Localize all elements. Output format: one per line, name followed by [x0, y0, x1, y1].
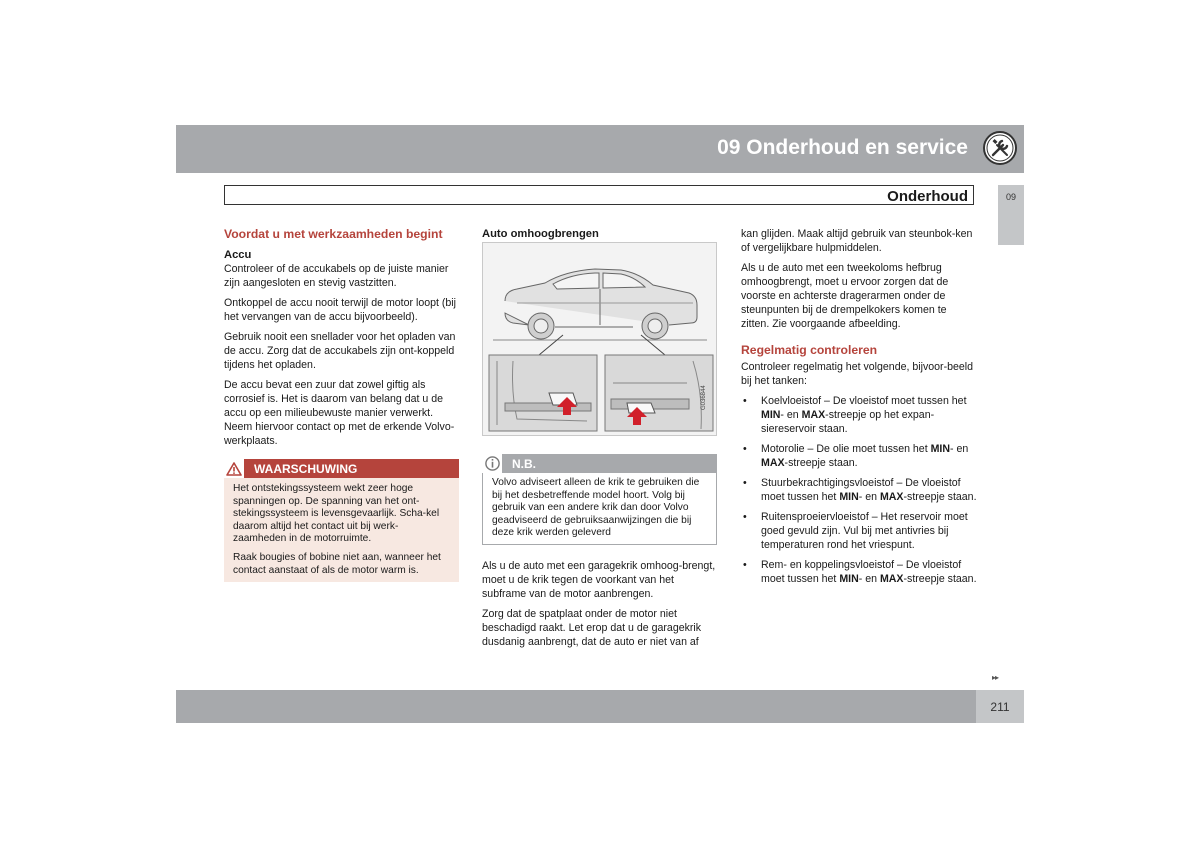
list-item: • Ruitensproeiervloeistof – Het reservoir moet goed gevuld zijn. Vul bij met antivries bij temperaturen rond het vriespunt. — [743, 511, 968, 551]
warning-box — [224, 459, 459, 582]
car-side-view — [493, 269, 707, 340]
note-label: N.B. — [512, 456, 536, 471]
section-header-box — [224, 185, 974, 205]
warning-body — [224, 478, 459, 582]
subheading-raise-car: Auto omhoogbrengen — [482, 228, 599, 240]
paragraph: Als u de auto met een garagekrik omhoog-brengt, moet u de krik tegen de voorkant van het subframe van de motor aanbrengen. — [482, 560, 716, 600]
bullet: • — [743, 477, 747, 489]
warning-triangle-icon — [224, 459, 244, 478]
warning-label: WAARSCHUWING — [254, 461, 358, 476]
warning-text: Raak bougies of bobine niet aan, wanneer het contact aanstaat of als de motor warm is. — [233, 551, 441, 576]
section-heading: Regelmatig controleren — [741, 343, 878, 357]
illustration-code: G036844 — [701, 385, 707, 410]
column-middle — [482, 227, 718, 241]
note-text: Volvo adviseert alleen de krik te gebruiken die bij het desbetreffende model hoort. Volg bij gebruik van een andere krik dan door Volvo geadviseerd de gebruiksaanwijzingen die bij deze krik werden geleverd — [482, 473, 717, 545]
list-item: • Rem- en koppelingsvloeistof – De vloeistof moet tussen het MIN- en MAX-streepje staan. — [743, 559, 977, 585]
paragraph: kan glijden. Maak altijd gebruik van steunbok-ken of vergelijkbare hulpmiddelen. — [741, 228, 973, 254]
paragraph: Controleer of de accukabels op de juiste manier zijn aangesloten en stevig vastzitten. — [224, 263, 449, 289]
chapter-side-tab-label: 09 — [1005, 192, 1016, 202]
warning-header — [224, 459, 459, 478]
column-right — [741, 227, 977, 592]
jack-point-detail-left — [489, 355, 597, 431]
chapter-title: 09 Onderhoud en service — [717, 136, 968, 159]
info-icon — [482, 454, 502, 473]
list-item: • Stuurbekrachtigingsvloeistof – De vloeistof moet tussen het MIN- en MAX-streepje staan. — [743, 477, 977, 503]
bullet: • — [743, 559, 747, 571]
subheading-accu: Accu — [224, 249, 252, 261]
warning-text: Het ontstekingssysteem wekt zeer hoge spanningen op. De spanning van het ont-stekingssysteem is levensgevaarlijk. Scha-kel daarom altijd het contact uit bij werk-zaamheden in de motorruimte. — [233, 483, 440, 545]
paragraph: Ontkoppel de accu nooit terwijl de motor loopt (bij het vervangen van de accu bijvoorbeeld). — [224, 297, 457, 323]
check-list — [741, 394, 977, 586]
column-middle-lower — [482, 559, 718, 655]
bullet: • — [743, 395, 747, 407]
bullet: • — [743, 511, 747, 523]
footer-bar — [176, 690, 976, 723]
note-box — [482, 454, 717, 545]
car-lifting-illustration — [482, 242, 717, 436]
paragraph: Controleer regelmatig het volgende, bijvoor-beeld bij het tanken: — [741, 361, 974, 387]
list-item: • Motorolie – De olie moet tussen het MIN- en MAX-streepje staan. — [743, 443, 969, 469]
note-header — [482, 454, 717, 473]
paragraph: Als u de auto met een tweekoloms hefbrug omhoogbrengt, moet u ervoor zorgen dat de voorste en achterste dragerarmen onder de steunpunten bij de drempelkokers komen te zitten. Zie voorgaande afbeelding. — [741, 262, 949, 330]
paragraph: Zorg dat de spatplaat onder de motor niet beschadigd raakt. Let erop dat u de garagekrik dusdanig aanbrengt, dat de auto er niet van af — [482, 608, 702, 648]
column-left — [224, 227, 460, 454]
list-item: • Koelvloeistof – De vloeistof moet tussen het MIN- en MAX-streepje op het expan-siereservoir staan. — [743, 395, 967, 435]
page-number: 211 — [990, 700, 1010, 714]
continue-marker: ▸▸ — [992, 673, 999, 682]
paragraph: Gebruik nooit een snellader voor het opladen van de accu. Zorg dat de accukabels zijn ont-koppeld tijdens het opladen. — [224, 331, 456, 371]
jack-point-detail-right — [605, 355, 713, 431]
wrench-screwdriver-icon — [982, 130, 1018, 166]
section-heading: Voordat u met werkzaamheden begint — [224, 227, 443, 241]
bullet: • — [743, 443, 747, 455]
paragraph: De accu bevat een zuur dat zowel giftig als corrosief is. Het is daarom van belang dat u de accu op een milieubewuste manier verwerkt. Neem hiervoor contact op met de erkende Volvo-werkplaats. — [224, 379, 455, 447]
section-title: Onderhoud — [887, 188, 968, 205]
